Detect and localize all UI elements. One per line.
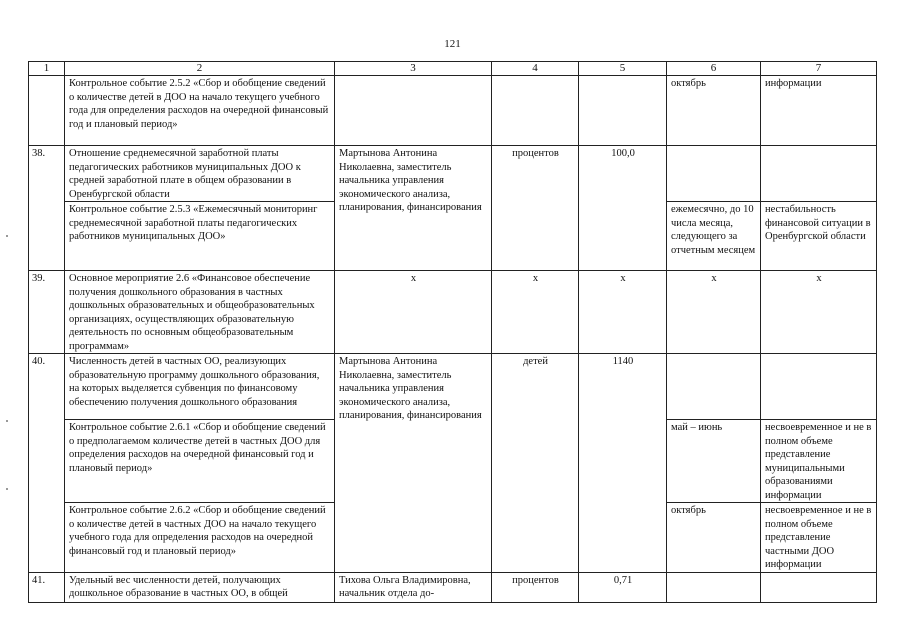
responsible-person: Тихова Ольга Владимировна, начальник отдела до- [335, 572, 492, 602]
row-number: 40. [29, 354, 65, 573]
event-description: Контрольное событие 2.6.2 «Сбор и обобщение сведений о количестве детей в частных ДОО на начало текущего учебного года для определения расходов на очередной финансовый год и плановый период» [65, 503, 335, 573]
scan-edge-mark [6, 488, 8, 490]
event-risk: несвоевременное и не в полном объеме представление муниципальными образованиями информации [761, 420, 877, 503]
table-row-39 [29, 271, 877, 354]
header-col-1: 1 [29, 62, 65, 76]
scan-edge-mark [6, 235, 8, 237]
event-risk: несвоевременное и не в полном объеме представление частными ДОО информации [761, 503, 877, 573]
scan-edge-mark [6, 420, 8, 422]
value: 100,0 [579, 146, 667, 271]
event-description: Контрольное событие 2.6.1 «Сбор и обобщение сведений о предполагаемом количестве детей в частных ДОО для определения расходов на очередной финансовый год и плановый период» [65, 420, 335, 503]
event-deadline: октябрь [667, 503, 761, 573]
header-col-6: 6 [667, 62, 761, 76]
row-number [29, 76, 65, 146]
table-row-continuation [29, 76, 877, 146]
indicator-description: Отношение среднемесячной заработной платы педагогических работников муниципальных ДОО к средней заработной плате в общем образовании в Оренбургской области [65, 146, 335, 202]
unit: детей [492, 354, 579, 573]
activity-description: Основное мероприятие 2.6 «Финансовое обеспечение получения дошкольного образования в частных дошкольных образовательных и общеобразовательных организациях, осуществляющих образовательную деятельность по основным общеобразовательным программам» [65, 271, 335, 354]
header-col-4: 4 [492, 62, 579, 76]
row-number: 38. [29, 146, 65, 271]
event-deadline: x [667, 271, 761, 354]
header-col-3: 3 [335, 62, 492, 76]
value: x [579, 271, 667, 354]
page-number: 121 [444, 38, 461, 50]
table-row-38 [29, 146, 877, 202]
unit: x [492, 271, 579, 354]
header-row [29, 62, 877, 76]
plan-table [28, 61, 877, 603]
header-col-2: 2 [65, 62, 335, 76]
event-deadline: май – июнь [667, 420, 761, 503]
indicator-description: Численность детей в частных ОО, реализующих образовательную программу дошкольного образования, на которых выделяется субвенция по финансовому обеспечению получения дошкольного образования [65, 354, 335, 420]
responsible-person: x [335, 271, 492, 354]
responsible-person: Мартынова Антонина Николаевна, заместитель начальника управления экономического анализа, планирования, финансирования [335, 354, 492, 573]
value: 1140 [579, 354, 667, 573]
value: 0,71 [579, 572, 667, 602]
row-number: 41. [29, 572, 65, 602]
unit: процентов [492, 572, 579, 602]
event-description: Контрольное событие 2.5.3 «Ежемесячный мониторинг среднемесячной заработной платы педагогических работников муниципальных ДОО» [65, 202, 335, 271]
table-row-40 [29, 354, 877, 420]
header-col-7: 7 [761, 62, 877, 76]
event-description: Контрольное событие 2.5.2 «Сбор и обобщение сведений о количестве детей в ДОО на начало текущего учебного года для определения расходов на очередной финансовый год и плановый период» [65, 76, 335, 146]
event-risk: x [761, 271, 877, 354]
indicator-description: Удельный вес численности детей, получающих дошкольное образование в частных ОО, в общей [65, 572, 335, 602]
row-number: 39. [29, 271, 65, 354]
event-risk: информации [761, 76, 877, 146]
unit: процентов [492, 146, 579, 271]
event-risk: нестабильность финансовой ситуации в Оренбургской области [761, 202, 877, 271]
responsible-person: Мартынова Антонина Николаевна, заместитель начальника управления экономического анализа, планирования, финансирования [335, 146, 492, 271]
table-row-41 [29, 572, 877, 602]
header-col-5: 5 [579, 62, 667, 76]
event-deadline: ежемесячно, до 10 числа месяца, следующего за отчетным месяцем [667, 202, 761, 271]
event-deadline: октябрь [667, 76, 761, 146]
